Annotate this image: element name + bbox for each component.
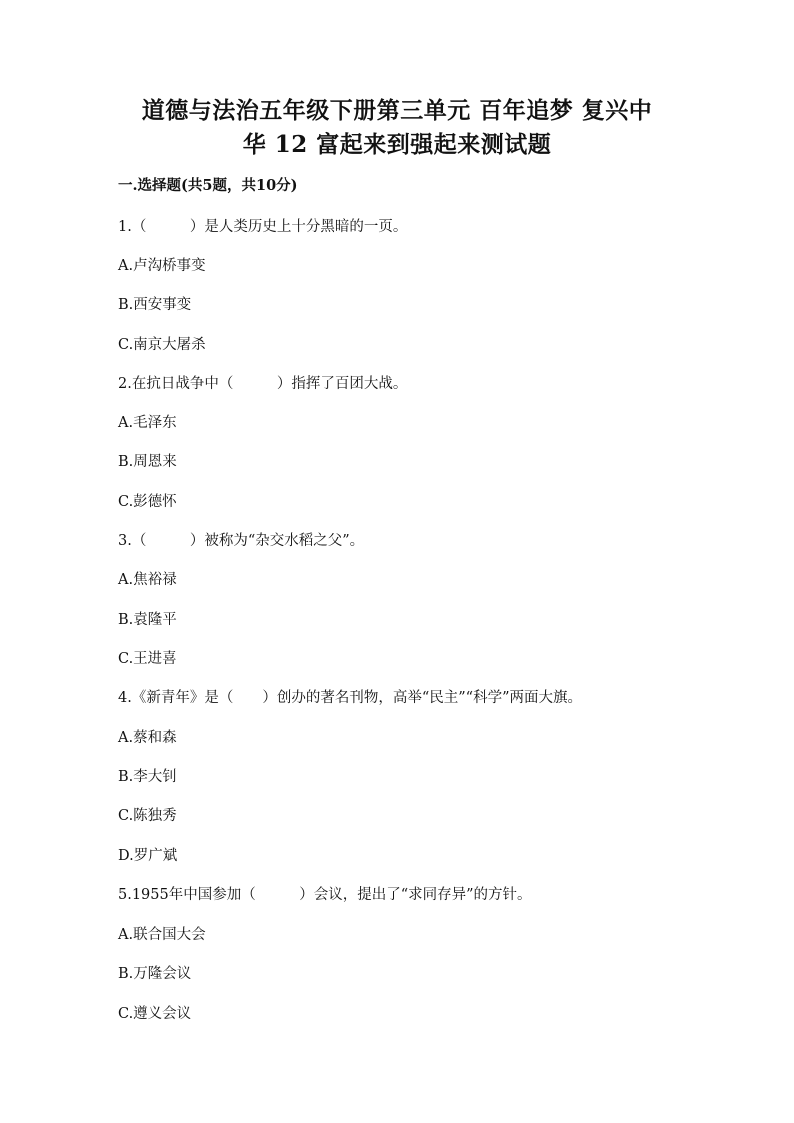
question-1-option-b: B.西安事变 [118,297,192,313]
question-4-option-a: A.蔡和森 [118,730,177,746]
question-2-option-b: B.周恩来 [118,454,177,470]
question-4-stem: 4.《新青年》是（ ）创办的著名刊物，高举“民主”“科学”两面大旗。 [118,690,582,706]
question-2-option-c: C.彭德怀 [118,494,177,510]
question-5-option-a: A.联合国大会 [118,927,206,943]
question-1-stem: 1.（ ）是人类历史上十分黑暗的一页。 [118,219,408,235]
question-3-option-a: A.焦裕禄 [118,572,177,588]
question-2-option-a: A.毛泽东 [118,415,177,431]
section-heading: 一.选择题(共5题，共10分) [118,177,298,194]
question-5-stem: 5.1955年中国参加（ ）会议，提出了“求同存异”的方针。 [118,887,532,903]
question-4-option-c: C.陈独秀 [118,808,177,824]
question-5-option-b: B.万隆会议 [118,966,192,982]
question-3-option-c: C.王进喜 [118,651,177,667]
question-3-stem: 3.（ ）被称为“杂交水稻之父”。 [118,533,365,549]
question-4-option-d: D.罗广斌 [118,848,178,864]
question-4-option-b: B.李大钊 [118,769,177,785]
question-5-option-c: C.遵义会议 [118,1006,192,1022]
question-3-option-b: B.袁隆平 [118,612,177,628]
document-title-line-2: 华 12 富起来到强起来测试题 [242,131,552,158]
question-1-option-c: C.南京大屠杀 [118,337,206,353]
question-1-option-a: A.卢沟桥事变 [118,258,206,274]
document-title-line-1: 道德与法治五年级下册第三单元 百年追梦 复兴中 [141,97,653,124]
question-2-stem: 2.在抗日战争中（ ）指挥了百团大战。 [118,376,408,392]
